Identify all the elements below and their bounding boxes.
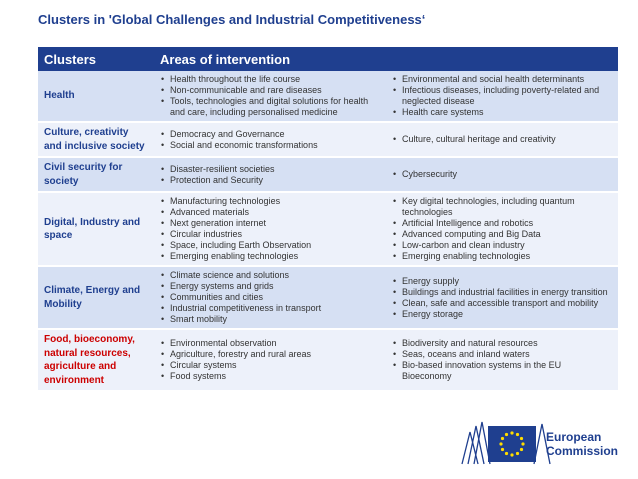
cluster-name: Food, bioeconomy, natural resources, agriculture and environment xyxy=(38,329,154,391)
table-row xyxy=(38,192,618,266)
clusters-table xyxy=(38,47,618,392)
star-icon xyxy=(505,433,508,436)
areas-col2 xyxy=(386,329,618,391)
building-graphic-icon xyxy=(462,422,490,464)
table-row xyxy=(38,122,618,157)
areas-col1 xyxy=(154,266,386,329)
list-item: • Non-communicable and rare diseases xyxy=(160,85,380,96)
areas-list xyxy=(160,196,380,262)
areas-list xyxy=(392,276,612,320)
table-row xyxy=(38,266,618,329)
table-header-row xyxy=(38,47,618,71)
list-item: • Democracy and Governance xyxy=(160,129,380,140)
list-item: • Clean, safe and accessible transport and mobility xyxy=(392,298,612,309)
list-item: • Next generation internet xyxy=(160,218,380,229)
list-item: • Environmental observation xyxy=(160,338,380,349)
list-item: • Agriculture, forestry and rural areas xyxy=(160,349,380,360)
star-icon xyxy=(520,448,523,451)
star-icon xyxy=(505,452,508,455)
list-item: • Environmental and social health determinants xyxy=(392,74,612,85)
areas-col1 xyxy=(154,71,386,122)
areas-col1 xyxy=(154,157,386,192)
list-item: • Manufacturing technologies xyxy=(160,196,380,207)
list-item: • Infectious diseases, including poverty-related and neglected disease xyxy=(392,85,612,107)
logo-text xyxy=(546,430,618,458)
cluster-name: Civil security for society xyxy=(38,157,154,192)
areas-col2 xyxy=(386,266,618,329)
areas-list xyxy=(160,270,380,325)
cluster-name: Culture, creativity and inclusive society xyxy=(38,122,154,157)
list-item: • Bio-based innovation systems in the EU Bioeconomy xyxy=(392,360,612,382)
list-item: • Advanced computing and Big Data xyxy=(392,229,612,240)
cluster-name: Digital, Industry and space xyxy=(38,192,154,266)
list-item: • Protection and Security xyxy=(160,175,380,186)
areas-col2 xyxy=(386,71,618,122)
areas-col2 xyxy=(386,157,618,192)
star-icon xyxy=(501,448,504,451)
list-item: • Energy supply xyxy=(392,276,612,287)
star-icon xyxy=(516,452,519,455)
list-item: • Smart mobility xyxy=(160,314,380,325)
list-item: • Communities and cities xyxy=(160,292,380,303)
areas-col2 xyxy=(386,192,618,266)
list-item: • Tools, technologies and digital solutions for health and care, including personalised medicine xyxy=(160,96,380,118)
star-icon xyxy=(521,442,524,445)
list-item: • Emerging enabling technologies xyxy=(392,251,612,262)
cluster-name: Health xyxy=(38,71,154,122)
logo-line-1: European xyxy=(546,430,602,444)
star-icon xyxy=(510,431,513,434)
list-item: • Key digital technologies, including quantum technologies xyxy=(392,196,612,218)
list-item: • Advanced materials xyxy=(160,207,380,218)
areas-list xyxy=(160,164,380,186)
table-row xyxy=(38,329,618,391)
cluster-name: Climate, Energy and Mobility xyxy=(38,266,154,329)
areas-list xyxy=(160,129,380,151)
list-item: • Low-carbon and clean industry xyxy=(392,240,612,251)
areas-list xyxy=(392,74,612,118)
list-item: • Seas, oceans and inland waters xyxy=(392,349,612,360)
list-item: • Food systems xyxy=(160,371,380,382)
list-item: • Emerging enabling technologies xyxy=(160,251,380,262)
header-clusters: Clusters xyxy=(38,47,154,71)
list-item: • Artificial Intelligence and robotics xyxy=(392,218,612,229)
list-item: • Space, including Earth Observation xyxy=(160,240,380,251)
areas-list xyxy=(160,338,380,382)
eu-flag xyxy=(488,426,536,462)
list-item: • Biodiversity and natural resources xyxy=(392,338,612,349)
table-row xyxy=(38,157,618,192)
areas-col1 xyxy=(154,192,386,266)
table-row xyxy=(38,71,618,122)
list-item: • Social and economic transformations xyxy=(160,140,380,151)
star-icon xyxy=(501,437,504,440)
list-item: • Health care systems xyxy=(392,107,612,118)
header-areas: Areas of intervention xyxy=(154,47,618,71)
areas-list xyxy=(392,169,612,180)
areas-list xyxy=(392,196,612,262)
page-title: Clusters in 'Global Challenges and Industrial Competitiveness‘ xyxy=(38,12,426,27)
list-item: • Climate science and solutions xyxy=(160,270,380,281)
list-item: • Culture, cultural heritage and creativity xyxy=(392,134,612,145)
list-item: • Circular industries xyxy=(160,229,380,240)
areas-list xyxy=(160,74,380,118)
areas-list xyxy=(392,338,612,382)
areas-list xyxy=(392,134,612,145)
list-item: • Health throughout the life course xyxy=(160,74,380,85)
list-item: • Energy systems and grids xyxy=(160,281,380,292)
list-item: • Energy storage xyxy=(392,309,612,320)
areas-col1 xyxy=(154,329,386,391)
logo-line-2: Commission xyxy=(546,444,619,458)
list-item: • Disaster-resilient societies xyxy=(160,164,380,175)
star-icon xyxy=(520,437,523,440)
areas-col1 xyxy=(154,122,386,157)
list-item: • Cybersecurity xyxy=(392,169,612,180)
list-item: • Circular systems xyxy=(160,360,380,371)
list-item: • Industrial competitiveness in transport xyxy=(160,303,380,314)
star-icon xyxy=(499,442,502,445)
list-item: • Buildings and industrial facilities in energy transition xyxy=(392,287,612,298)
star-icon xyxy=(510,453,513,456)
areas-col2 xyxy=(386,122,618,157)
star-icon xyxy=(516,433,519,436)
